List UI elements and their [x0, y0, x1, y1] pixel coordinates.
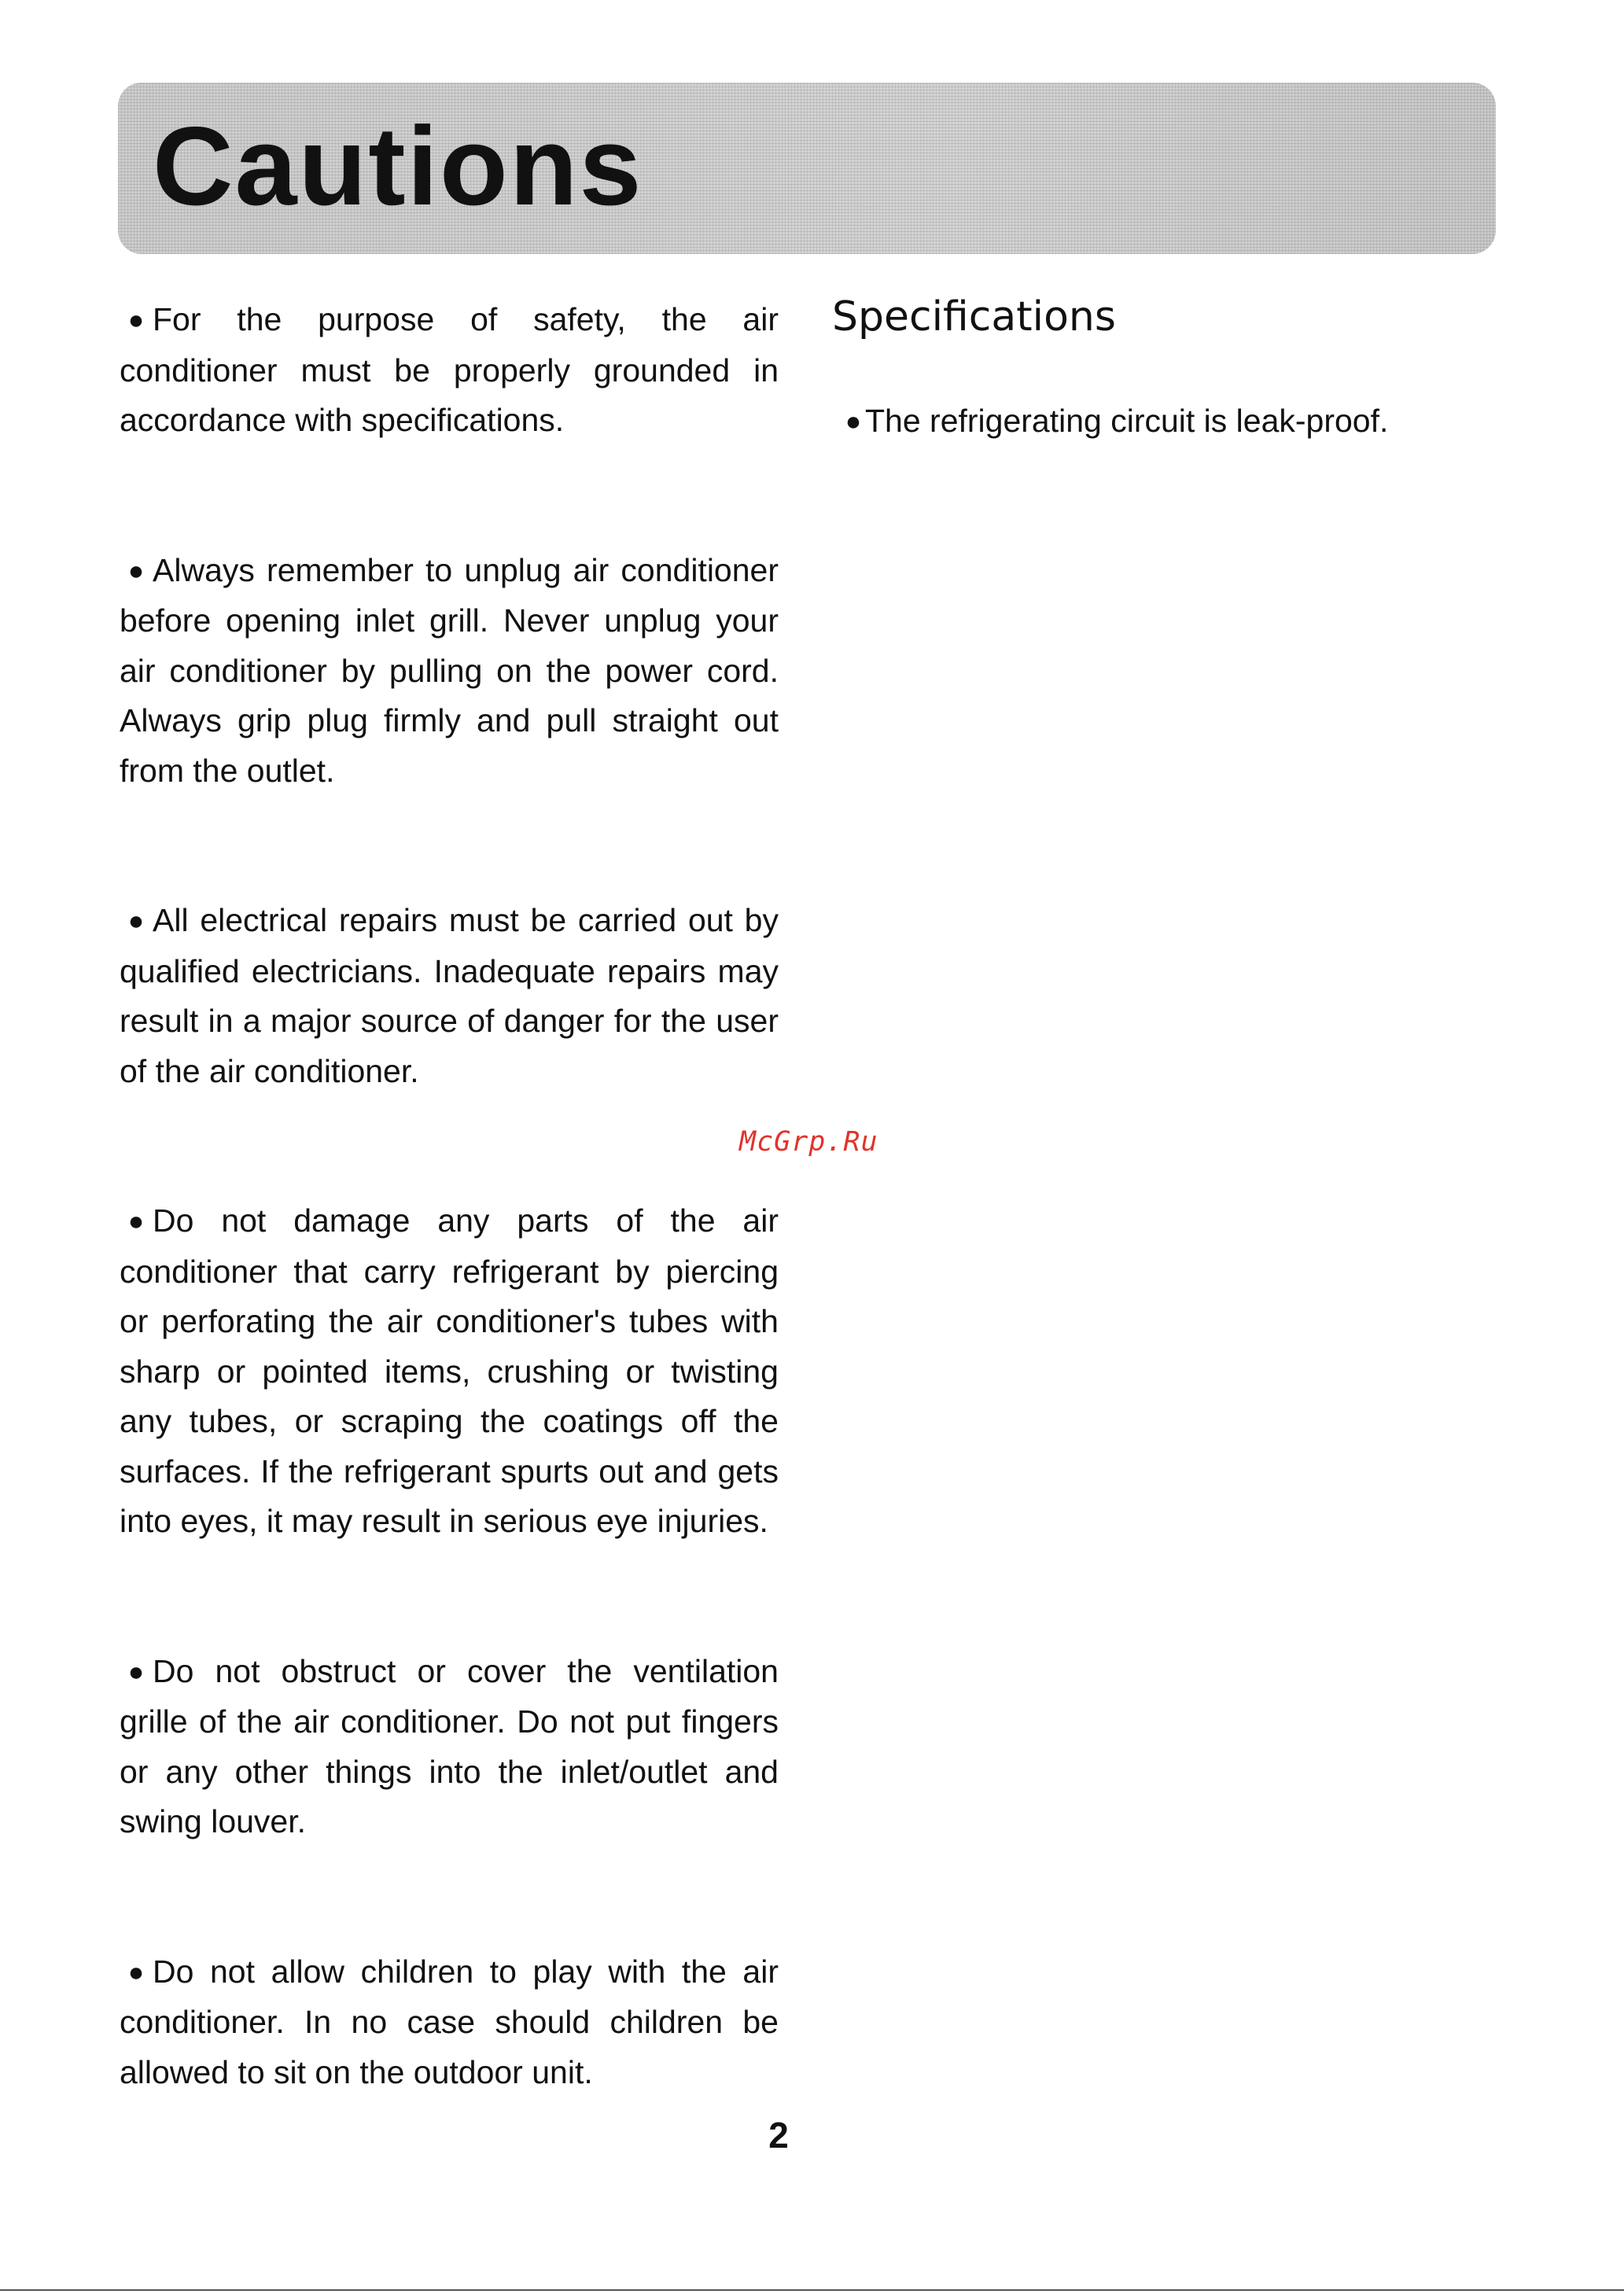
- bullet-icon: ●: [845, 407, 862, 436]
- header-banner: [118, 83, 1496, 254]
- caution-text: Always remember to unplug air conditioner before opening inlet grill. Never unplug your air conditioner by pulling on the power cord. Always grip plug firmly and pull straight out from the outlet.: [120, 551, 779, 789]
- caution-item: [120, 295, 779, 446]
- page-title: Cautions: [153, 104, 643, 229]
- cautions-column: [120, 295, 779, 2197]
- specification-item: [841, 396, 1388, 447]
- caution-item: [120, 546, 779, 797]
- caution-text: All electrical repairs must be carried out by qualified electricians. Inadequate repairs may result in a major source of danger for the user of the air conditioner.: [120, 902, 779, 1089]
- bullet-icon: ●: [127, 555, 145, 586]
- bullet-icon: ●: [127, 1656, 145, 1687]
- specification-text: The refrigerating circuit is leak-proof.: [865, 403, 1389, 439]
- bullet-icon: ●: [127, 1957, 145, 1987]
- caution-text: For the purpose of safety, the air conditioner must be properly grounded in accordance with specifications.: [120, 301, 779, 438]
- bullet-icon: ●: [127, 305, 145, 335]
- bottom-divider: [0, 2289, 1624, 2291]
- watermark: McGrp.Ru: [739, 1126, 878, 1158]
- specifications-heading: Specifications: [832, 293, 1116, 341]
- caution-item: [120, 1947, 779, 2098]
- bullet-icon: ●: [127, 1206, 145, 1236]
- caution-text: Do not allow children to play with the air conditioner. In no case should children be allowed to sit on the outdoor unit.: [120, 1953, 779, 2090]
- caution-text: Do not damage any parts of the air conditioner that carry refrigerant by piercing or perforating the air conditioner's tubes with sharp or pointed items, crushing or twisting any tubes, or scraping the coatings off the surfaces. If the refrigerant spurts out and gets into eyes, it may result in serious eye injuries.: [120, 1202, 779, 1539]
- specifications-column: [832, 289, 1508, 439]
- page-number: 2: [768, 2115, 789, 2156]
- bullet-icon: ●: [127, 906, 145, 936]
- caution-item: [120, 896, 779, 1096]
- caution-item: [120, 1647, 779, 1847]
- caution-item: [120, 1196, 779, 1547]
- caution-text: Do not obstruct or cover the ventilation grille of the air conditioner. Do not put fingers or any other things into the inlet/outlet and swing louver.: [120, 1652, 779, 1839]
